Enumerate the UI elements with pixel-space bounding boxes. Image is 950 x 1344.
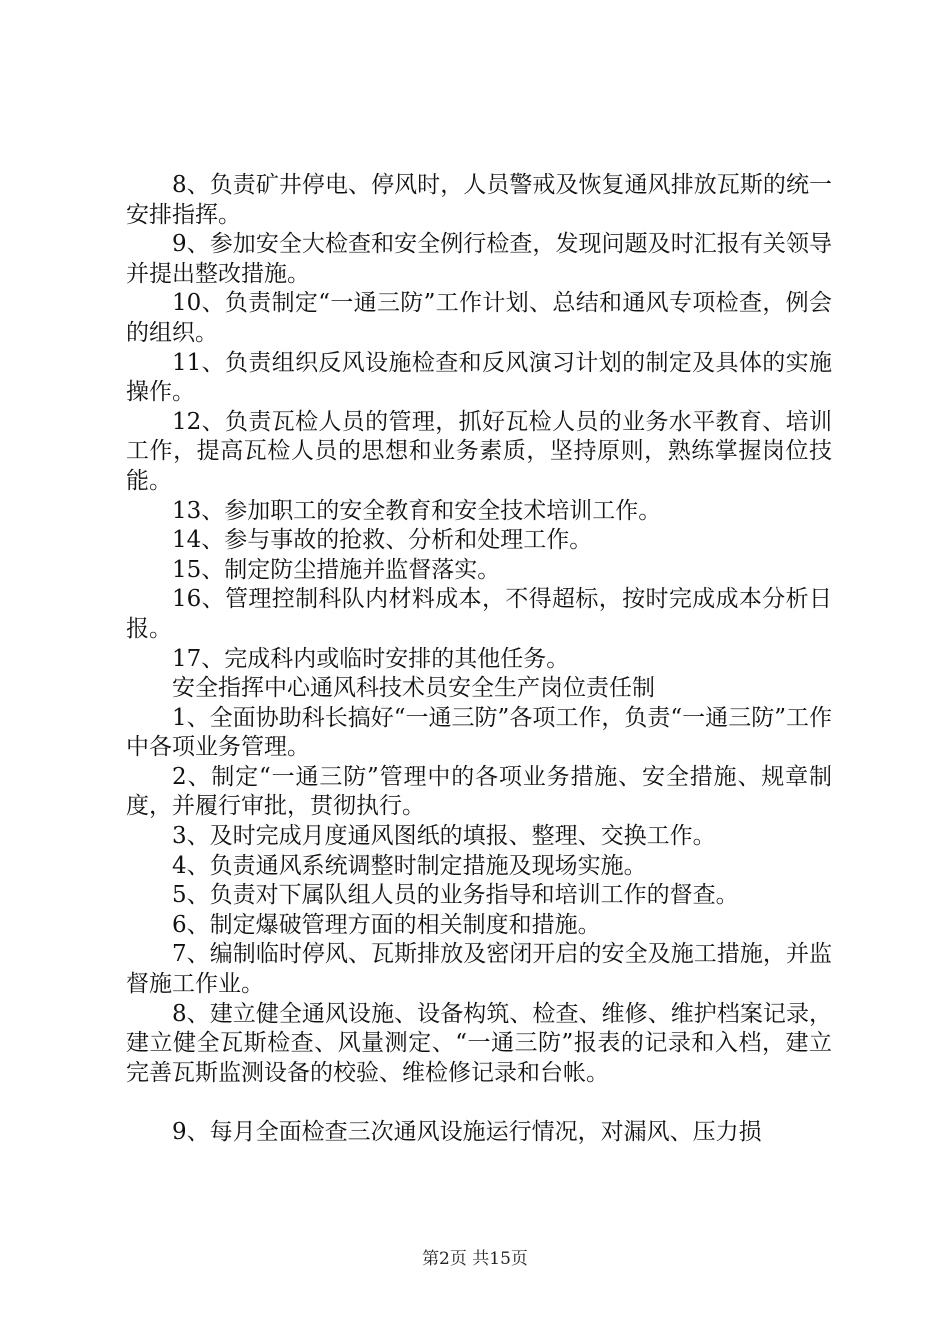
paragraph: 9、每月全面检查三次通风设施运行情况，对漏风、压力损 bbox=[172, 1119, 762, 1146]
paragraph: 4、负责通风系统调整时制定措施及现场实施。 bbox=[172, 852, 647, 879]
paragraph: 3、及时完成月度通风图纸的填报、整理、交换工作。 bbox=[172, 823, 716, 850]
page-footer: 第2页 共15页 bbox=[422, 1249, 528, 1269]
paragraph: 14、参与事故的抢救、分析和处理工作。 bbox=[172, 527, 593, 554]
section-heading: 安全指挥中心通风科技术员安全生产岗位责任制 bbox=[172, 675, 655, 702]
paragraph: 13、参加职工的安全教育和安全技术培训工作。 bbox=[172, 497, 662, 524]
paragraph: 15、制定防尘措施并监督落实。 bbox=[172, 556, 501, 583]
paragraph: 1、全面协助科长搞好“一通三防”各项工作，负责“一通三防”工作中各项业务管理。 bbox=[126, 704, 832, 761]
paragraph: 8、负责矿井停电、停风时，人员警戒及恢复通风排放瓦斯的统一安排指挥。 bbox=[126, 172, 832, 228]
paragraph: 2、制定“一通三防”管理中的各项业务措施、安全措施、规章制度，并履行审批，贯彻执行。 bbox=[126, 763, 832, 820]
paragraph: 16、管理控制科队内材料成本，不得超标，按时完成成本分析日报。 bbox=[126, 586, 832, 642]
paragraph: 6、制定爆破管理方面的相关制度和措施。 bbox=[172, 911, 601, 938]
paragraph: 9、参加安全大检查和安全例行检查，发现问题及时汇报有关领导并提出整改措施。 bbox=[126, 231, 832, 287]
paragraph: 17、完成科内或临时安排的其他任务。 bbox=[172, 645, 570, 672]
paragraph: 5、负责对下属队组人员的业务指导和培训工作的督查。 bbox=[172, 882, 739, 909]
paragraph: 11、负责组织反风设施检查和反风演习计划的制定及具体的实施操作。 bbox=[126, 349, 832, 406]
paragraph: 10、负责制定“一通三防”工作计划、总结和通风专项检查，例会的组织。 bbox=[126, 290, 832, 346]
paragraph: 12、负责瓦检人员的管理，抓好瓦检人员的业务水平教育、培训工作，提高瓦检人员的思想和业务素质，坚持原则，熟练掌握岗位技能。 bbox=[126, 408, 832, 494]
paragraph: 7、编制临时停风、瓦斯排放及密闭开启的安全及施工措施，并监督施工作业。 bbox=[126, 941, 832, 998]
paragraph: 8、建立健全通风设施、设备构筑、检查、维修、维护档案记录，建立健全瓦斯检查、风量测定、“一通三防”报表的记录和入档，建立完善瓦斯监测设备的校验、维检修记录和台帐。 bbox=[126, 1000, 832, 1086]
document-body bbox=[126, 171, 832, 1148]
